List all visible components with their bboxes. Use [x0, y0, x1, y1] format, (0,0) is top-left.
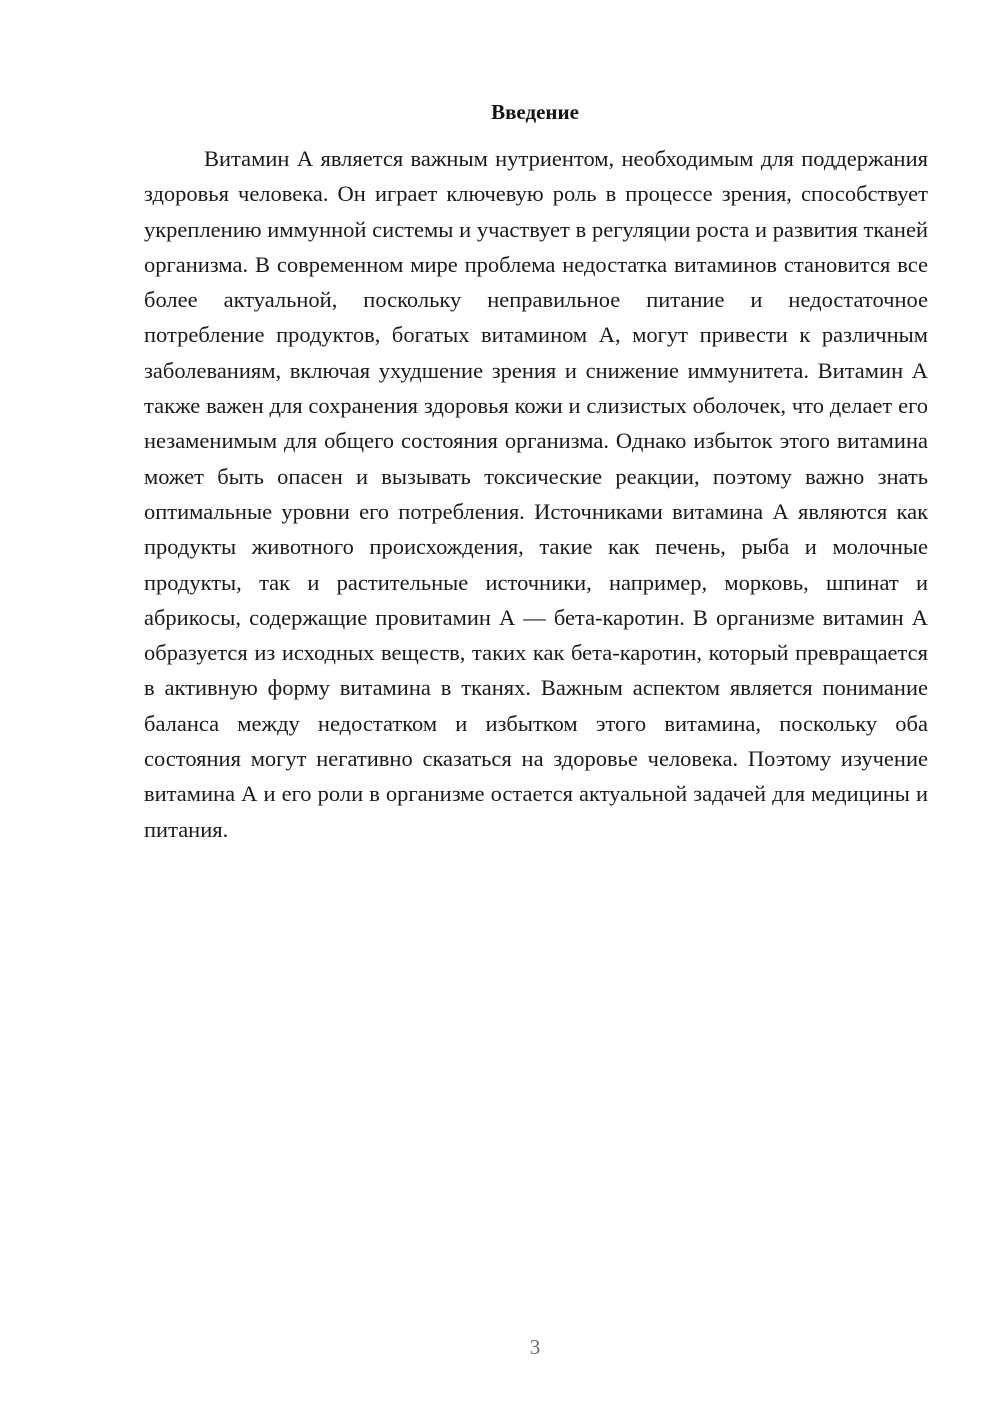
body-paragraph: Витамин А является важным нутриентом, необходимым для поддержания здоровья человека. Он играет ключевую роль в процессе зрения, способствует укреплению иммунной системы и участвует в регуляции роста и развития тканей организма. В современном мире проблема недостатка витаминов становится все более актуальной, поскольку неправильное питание и недостаточное потребление продуктов, богатых витамином А, могут привести к различным заболеваниям, включая ухудшение зрения и снижение иммунитета. Витамин А также важен для сохранения здоровья кожи и слизистых оболочек, что делает его незаменимым для общего состояния организма. Однако избыток этого витамина может быть опасен и вызывать токсические реакции, поэтому важно знать оптимальные уровни его потребления. Источниками витамина А являются как продукты животного происхождения, такие как печень, рыба и молочные продукты, так и растительные источники, например, морковь, шпинат и абрикосы, содержащие провитамин А — бета-каротин. В организме витамин А образуется из исходных веществ, таких как бета-каротин, который превращается в активную форму витамина в тканях. Важным аспектом является понимание баланса между недостатком и избытком этого витамина, поскольку оба состояния могут негативно сказаться на здоровье человека. Поэтому изучение витамина А и его роли в организме остается актуальной задачей для медицины и питания. [144, 146, 928, 842]
section-heading: Введение [491, 100, 579, 124]
page-number: 3 [529, 1335, 541, 1359]
